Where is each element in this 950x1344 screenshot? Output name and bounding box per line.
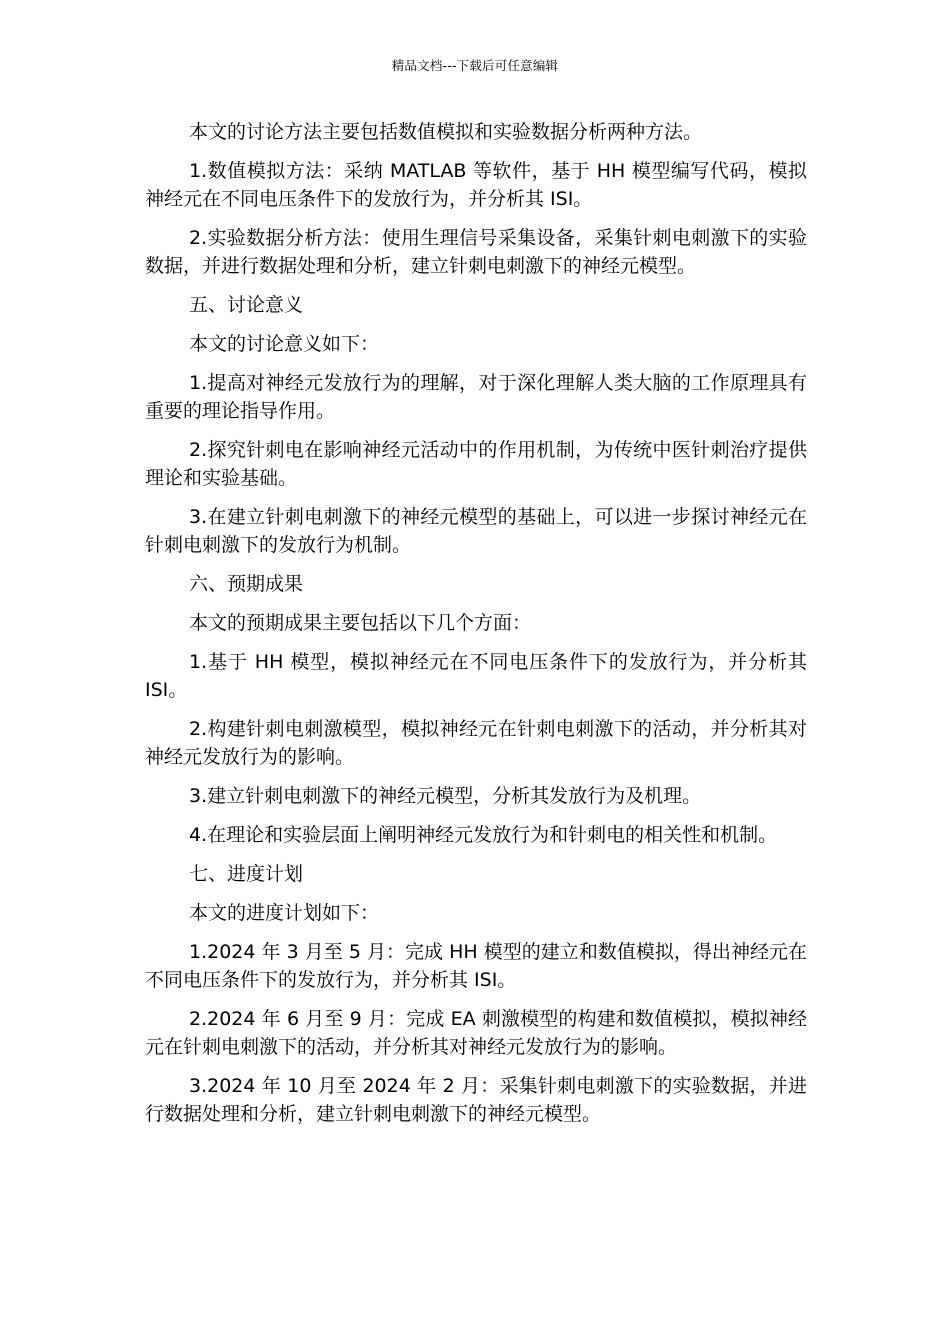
paragraph-method-numerical: 1.数值模拟方法：采纳 MATLAB 等软件，基于 HH 模型编写代码，模拟神经元在不同电压条件下的发放行为，并分析其 ISI。: [145, 160, 807, 210]
paragraph-outcome-4: 4.在理论和实验层面上阐明神经元发放行为和针刺电的相关性和机制。: [189, 824, 778, 846]
paragraph-significance-3: 3.在建立针刺电刺激下的神经元模型的基础上，可以进一步探讨神经元在针刺电刺激下的发放行为机制。: [145, 506, 807, 556]
paragraph-outcome-2: 2.构建针刺电刺激模型，模拟神经元在针刺电刺激下的活动，并分析其对神经元发放行为的影响。: [145, 718, 807, 768]
section-heading-schedule: 七、进度计划: [189, 863, 304, 885]
paragraph-significance-1: 1.提高对神经元发放行为的理解，对于深化理解人类大脑的工作原理具有重要的理论指导作用。: [145, 372, 807, 422]
section-heading-significance: 五、讨论意义: [189, 294, 304, 316]
paragraph-schedule-intro: 本文的进度计划如下：: [189, 902, 380, 924]
page-header: 精品文档---下载后可任意编辑: [391, 58, 559, 73]
paragraph-outcome-1: 1.基于 HH 模型，模拟神经元在不同电压条件下的发放行为，并分析其 ISI。: [145, 651, 807, 701]
paragraph-schedule-1: 1.2024 年 3 月至 5 月：完成 HH 模型的建立和数值模拟，得出神经元在不同电压条件下的发放行为，并分析其 ISI。: [145, 941, 807, 991]
paragraph-outcomes-intro: 本文的预期成果主要包括以下几个方面：: [189, 612, 532, 634]
paragraph-schedule-3: 3.2024 年 10 月至 2024 年 2 月：采集针刺电刺激下的实验数据，并进行数据处理和分析，建立针刺电刺激下的神经元模型。: [145, 1075, 807, 1125]
paragraph-significance-2: 2.探究针刺电在影响神经元活动中的作用机制，为传统中医针刺治疗提供理论和实验基础。: [145, 439, 807, 489]
paragraph-methods-intro: 本文的讨论方法主要包括数值模拟和实验数据分析两种方法。: [189, 121, 703, 143]
paragraph-significance-intro: 本文的讨论意义如下：: [189, 333, 380, 355]
paragraph-schedule-2: 2.2024 年 6 月至 9 月：完成 EA 刺激模型的构建和数值模拟，模拟神经元在针刺电刺激下的活动，并分析其对神经元发放行为的影响。: [145, 1008, 807, 1058]
document-body: [145, 118, 807, 1139]
paragraph-outcome-3: 3.建立针刺电刺激下的神经元模型，分析其发放行为及机理。: [189, 785, 702, 807]
paragraph-method-experimental: 2.实验数据分析方法：使用生理信号采集设备，采集针刺电刺激下的实验数据，并进行数据处理和分析，建立针刺电刺激下的神经元模型。: [145, 227, 807, 277]
section-heading-outcomes: 六、预期成果: [189, 573, 304, 595]
